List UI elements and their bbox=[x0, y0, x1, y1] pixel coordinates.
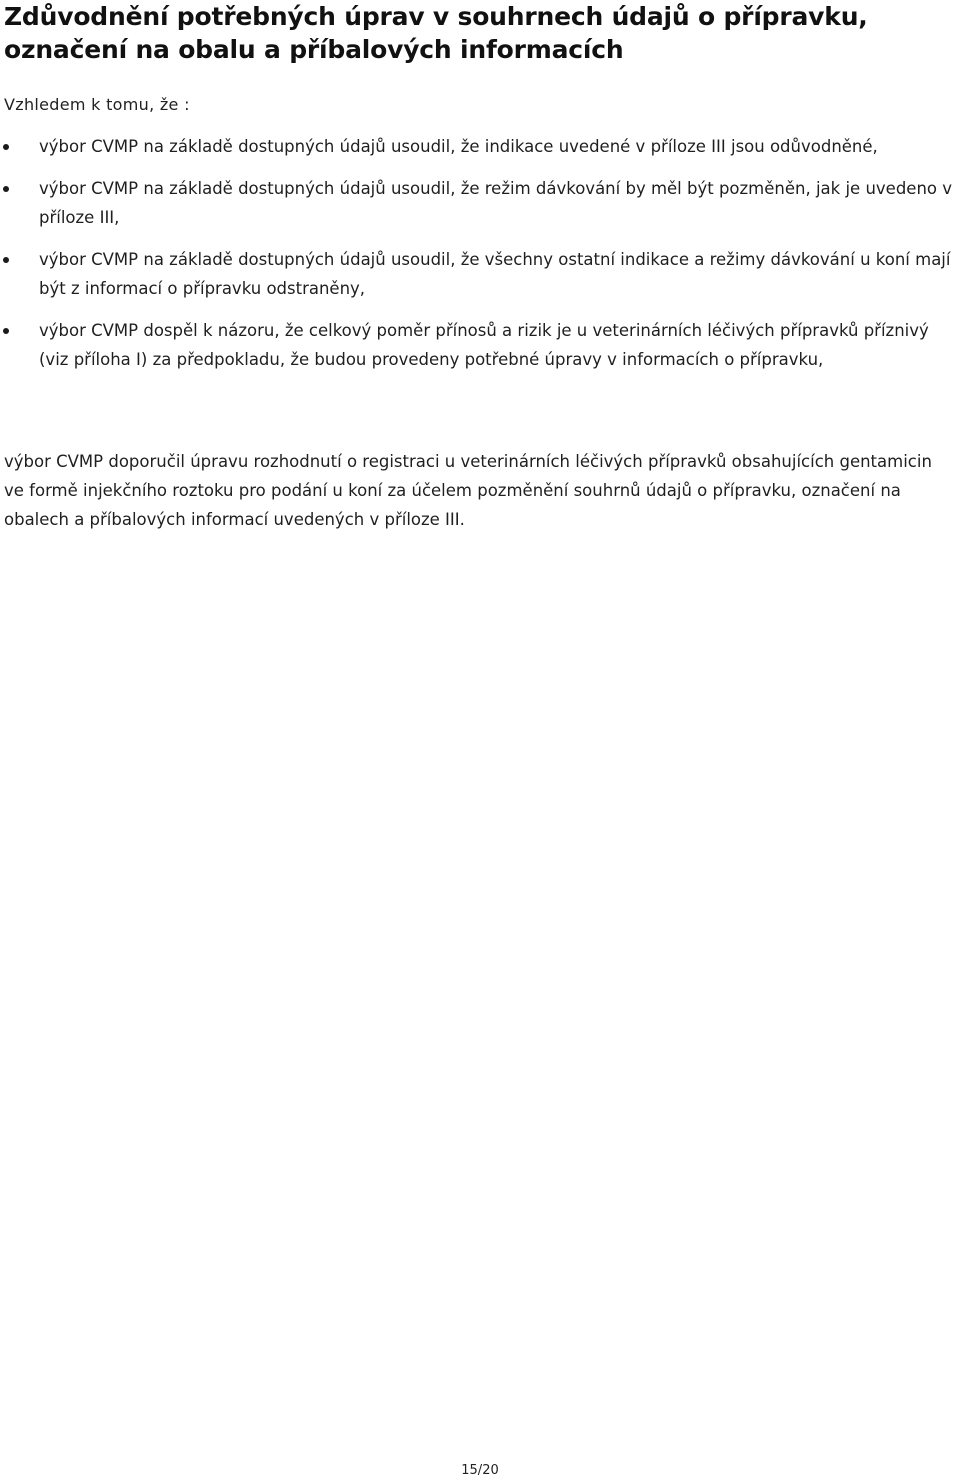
list-item-text: výbor CVMP na základě dostupných údajů usoudil, že indikace uvedené v příloze III jsou odůvodněné, bbox=[39, 137, 878, 156]
list-item bbox=[0, 174, 960, 232]
list-item bbox=[0, 316, 960, 374]
bullet-icon bbox=[3, 257, 9, 263]
conclusion-paragraph: výbor CVMP doporučil úpravu rozhodnutí o registraci u veterinárních léčivých přípravků obsahujících gentamicin ve formě injekčního roztoku pro podání u koní za účelem pozměnění souhrnů údajů o přípravku, označení na obalech a příbalových informací uvedených v příloze III. bbox=[4, 452, 932, 529]
list-item-text: výbor CVMP na základě dostupných údajů usoudil, že všechny ostatní indikace a režimy dávkování u koní mají být z informací o přípravku odstraněny, bbox=[39, 250, 951, 298]
bullet-icon bbox=[3, 186, 9, 192]
bullet-icon bbox=[3, 144, 9, 150]
document-heading: Zdůvodnění potřebných úprav v souhrnech údajů o přípravku, označení na obalu a příbalových informacích bbox=[4, 2, 868, 64]
intro-text: Vzhledem k tomu, že : bbox=[4, 95, 190, 114]
reasons-list bbox=[0, 132, 960, 387]
list-item bbox=[0, 132, 960, 161]
list-item bbox=[0, 245, 960, 303]
page-number: 15/20 bbox=[461, 1463, 499, 1478]
list-item-text: výbor CVMP dospěl k názoru, že celkový poměr přínosů a rizik je u veterinárních léčivých přípravků příznivý (viz příloha I) za předpokladu, že budou provedeny potřebné úpravy v informacích o přípravku, bbox=[39, 321, 929, 369]
list-item-text: výbor CVMP na základě dostupných údajů usoudil, že režim dávkování by měl být pozměněn, jak je uvedeno v příloze III, bbox=[39, 179, 953, 227]
bullet-icon bbox=[3, 328, 9, 334]
